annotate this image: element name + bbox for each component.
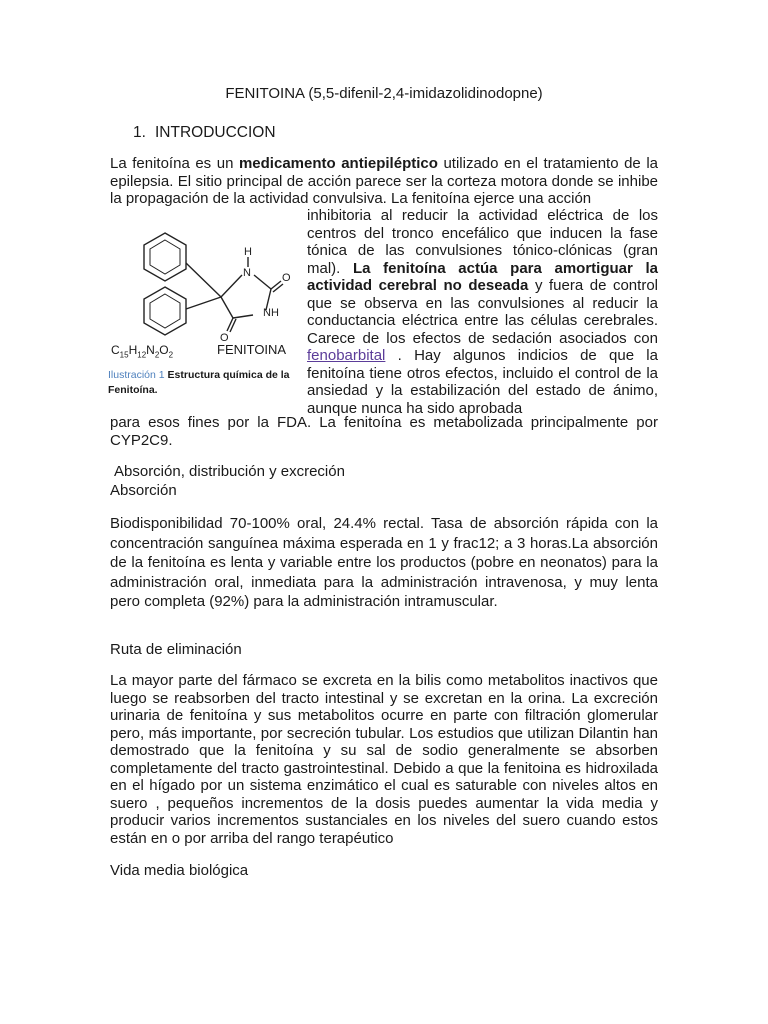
intro-text-cont: utilizado en el tratamiento de la epilepsia. El sitio principal de acción parece ser la corteza motora donde se inhibe la propagación de la actividad convulsiva. La fenitoína ejerce una acción [110, 155, 659, 207]
intro-right-bold: La fenitoína actúa para amortiguar la actividad cerebral no deseada [307, 259, 659, 294]
formula-n-sub: 2 [154, 350, 160, 360]
document-title: FENITOINA (5,5-difenil-2,4-imidazolidinodopne) [225, 85, 543, 102]
atom-nh-label: NH [263, 307, 279, 319]
intro-paragraph-top [110, 155, 658, 208]
ruta-eliminacion-paragraph: La mayor parte del fármaco se excreta en la bilis como metabolitos inactivos que luego se reabsorben del tracto intestinal y se excretan en la orina. La excreción urinaria de fenitoína y sus metabolitos ocurre en parte con filtración glomerular pero, más importante, por secreción tubular. Los estudios que utilizan Dilantin han demostrado que la fenitoína y su sal de sodio generalmente se absorben completamente del tracto gastrointestinal. Debido a que la fenitoina es hidroxilada en el hígado por un sistema enzimático el cual es saturable con niveles altos en suero , pequeños incrementos de la dosis puedes aumentar la vida media y producir varios incrementos sustanciales en los niveles del suero cuando estos están en o por arriba del rango terapéutico [110, 672, 658, 847]
formula-c: C [111, 343, 120, 357]
section-title: INTRODUCCION [155, 124, 276, 141]
subheading-vida-media: Vida media biológica [110, 862, 249, 879]
formula-h: H [128, 343, 138, 357]
caption-text: Estructura química de la Fenitoína. [108, 369, 290, 396]
subheading-absorcion: Absorción [110, 482, 177, 499]
intro-bold-term: medicamento antiepiléptico [238, 155, 438, 172]
intro-right-post: . Hay algunos indicios de que la fenitoína tiene otros efectos, incluido el control de la ansiedad y la estabilización del estado de ánimo, aunque nunca ha sido aprobada [307, 347, 658, 417]
section-number: 1. [133, 124, 146, 141]
section-heading-absorcion-distribucion: Absorción, distribución y excreción [114, 463, 345, 480]
section-heading-introduccion [133, 124, 276, 142]
formula-n: N [146, 343, 155, 357]
molecular-formula [111, 343, 173, 359]
formula-o: O [159, 343, 169, 357]
figure-caption [108, 368, 298, 398]
subheading-ruta-eliminacion: Ruta de eliminación [110, 641, 242, 658]
caption-number: Ilustración 1 [108, 369, 165, 381]
atom-n-label: N [243, 267, 251, 279]
intro-paragraph-tail: para esos fines por la FDA. La fenitoína es metabolizada principalmente por CYP2C9. [110, 414, 658, 449]
intro-right-mid: y fuera de control que se observa en las convulsiones al reducir la conductancia eléctrica entre las células cerebrales. Carece de los efectos de sedación asociados con [307, 277, 658, 347]
compound-name-label: FENITOINA [217, 342, 287, 357]
atom-o2-label: O [220, 332, 229, 344]
formula-o-sub: 2 [168, 350, 174, 360]
atom-h-label: H [244, 246, 252, 258]
intro-text: La fenitoína es un [110, 155, 239, 172]
formula-c-sub: 15 [119, 350, 129, 360]
absorcion-paragraph: Biodisponibilidad 70-100% oral, 24.4% rectal. Tasa de absorción rápida con la concentración sanguínea máxima esperada en 1 y frac12; a 3 horas.La absorción de la fenitoína es lenta y variable entre los productos (pobre en neonatos) para la administración oral, inmediata para la administración intravenosa, y muy lenta pero completa (92%) para la administración intramuscular. [110, 515, 658, 610]
intro-paragraph-right [307, 207, 658, 417]
intro-right-text: inhibitoria al reducir la actividad eléctrica de los centros del tronco encefálico que inducen la fase tónica de las convulsiones tónico-clónicas (gran mal). [307, 207, 658, 277]
atom-o1-label: O [282, 272, 291, 284]
formula-h-sub: 12 [137, 350, 147, 360]
fenobarbital-link[interactable]: fenobarbital [307, 347, 386, 364]
